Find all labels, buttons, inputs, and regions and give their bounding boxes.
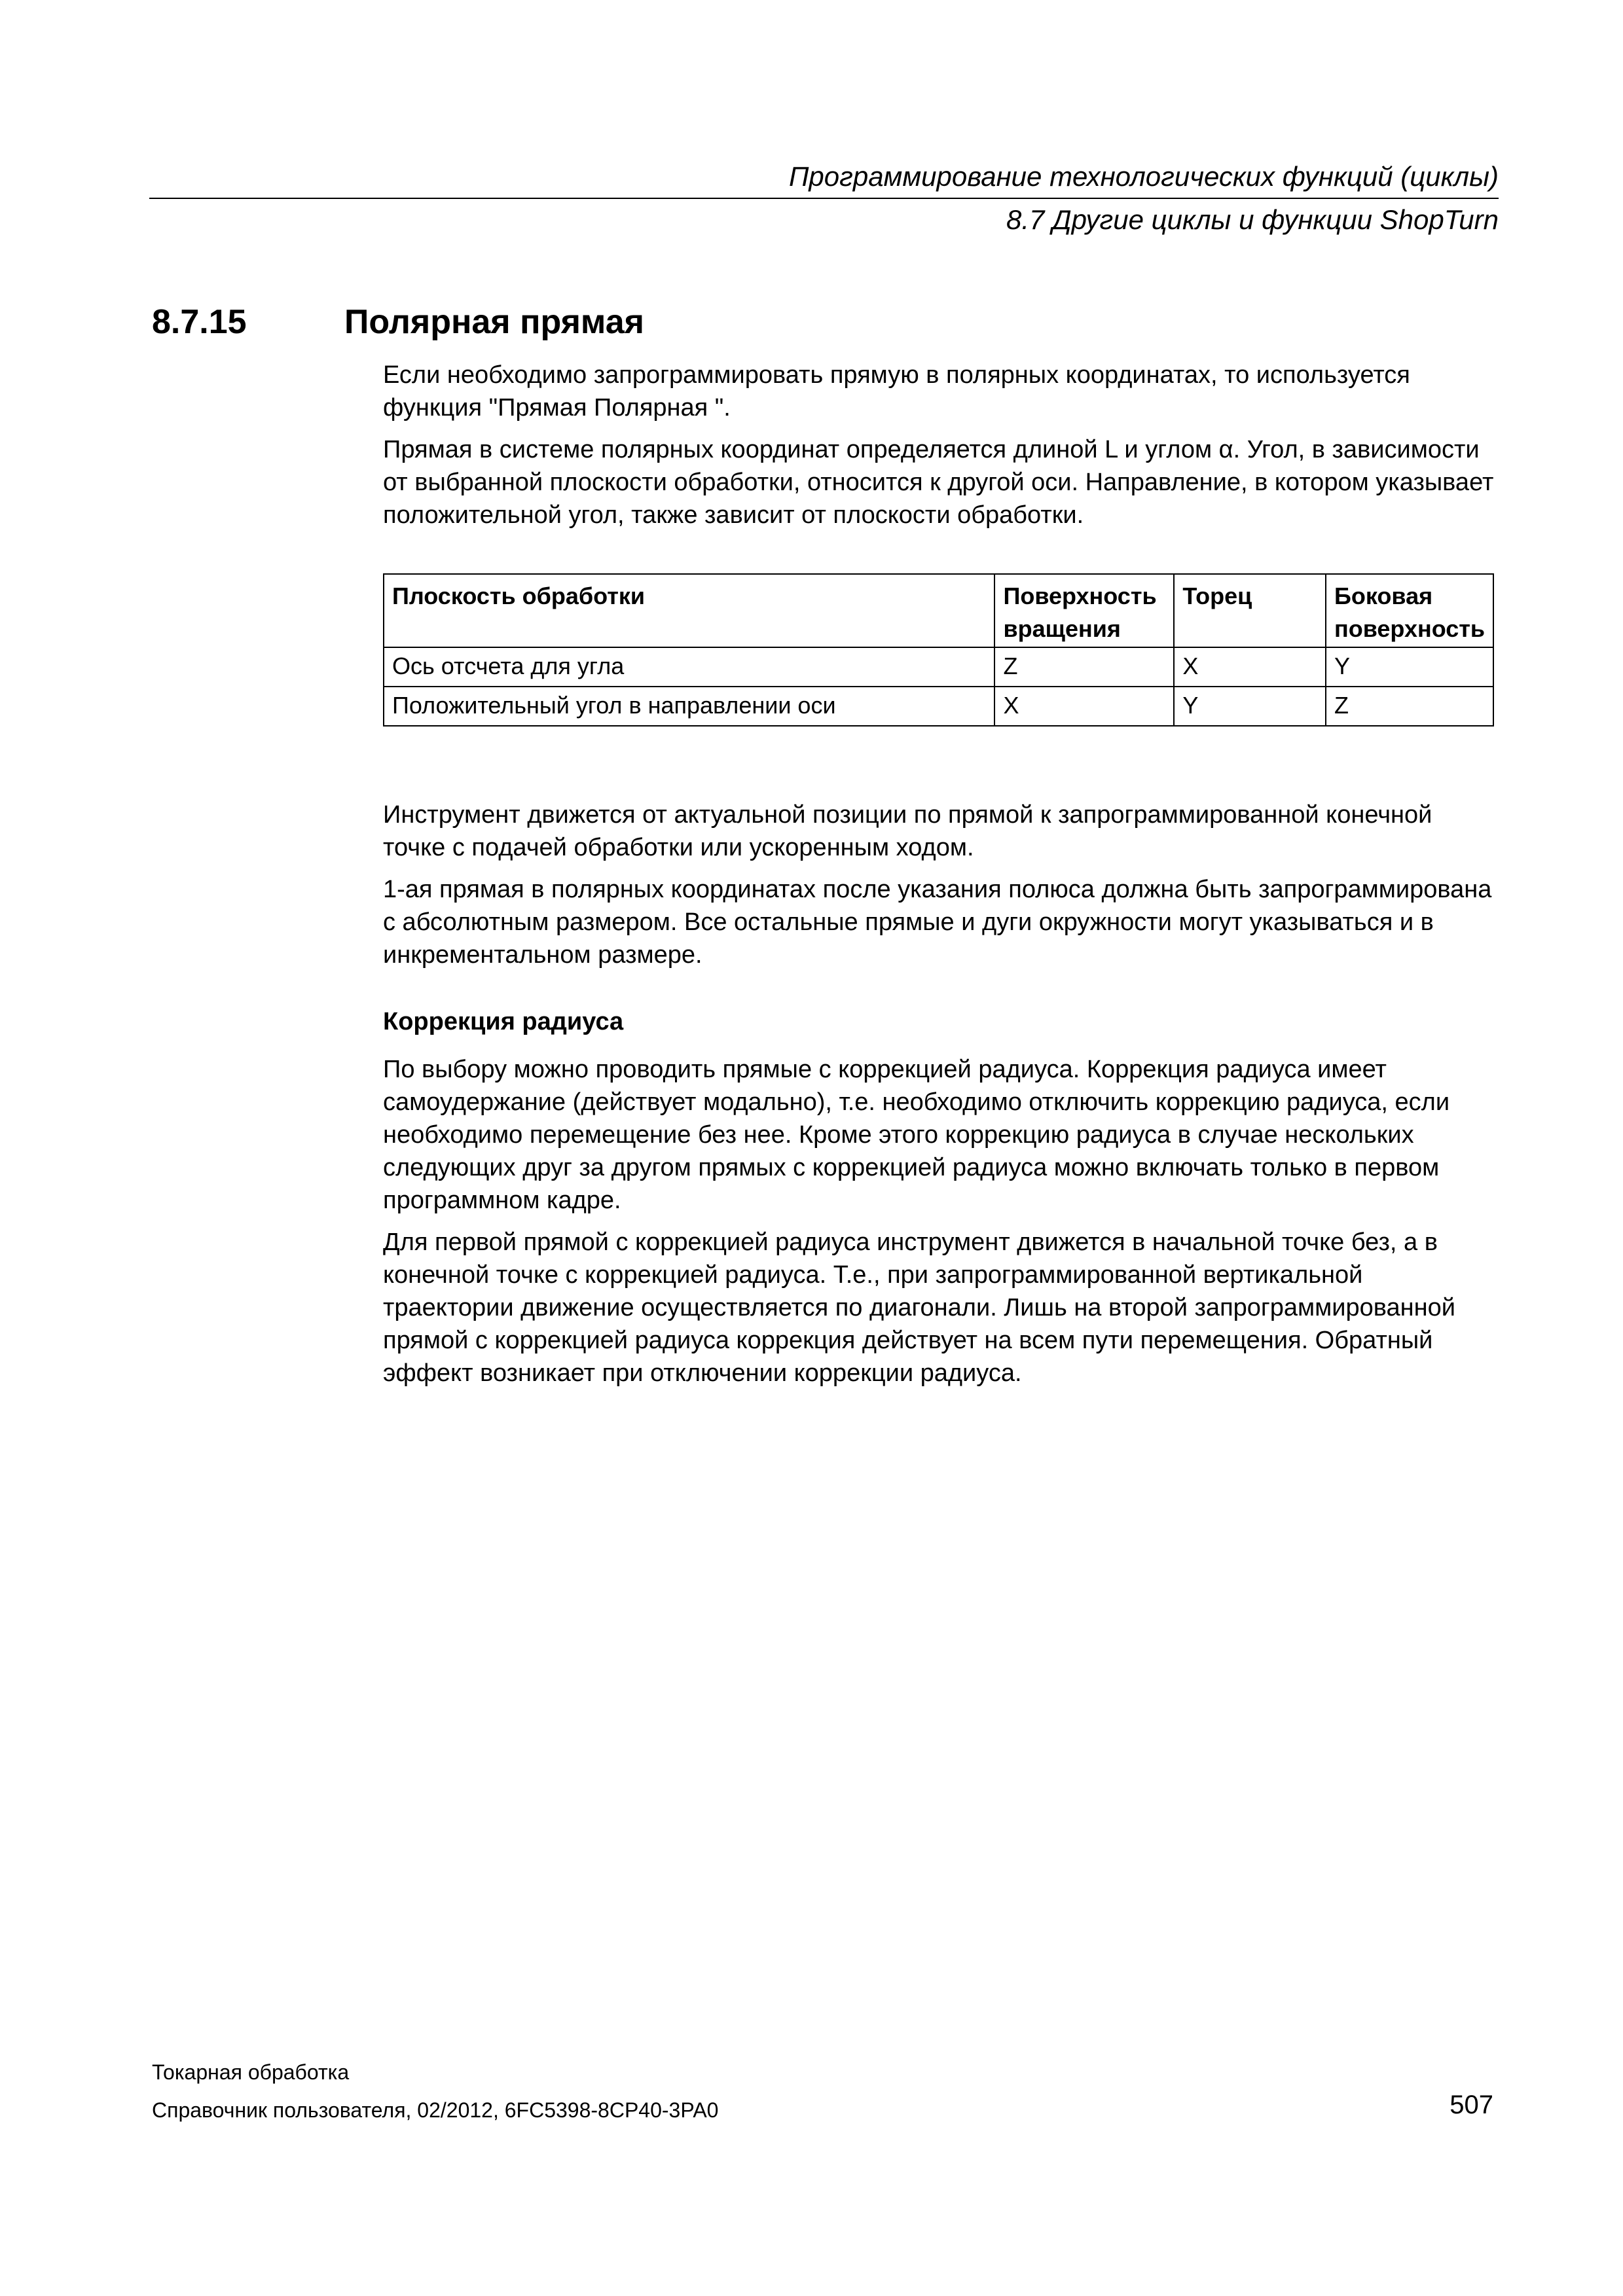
table-row [384, 647, 1493, 687]
table-header-cell: Плоскость обработки [384, 574, 994, 647]
section-title: Полярная прямая [344, 303, 644, 341]
header-divider [149, 198, 1499, 199]
footer-book-title: Токарная обработка [152, 2060, 350, 2084]
intro-paragraph: Если необходимо запрограммировать прямую в полярных координатах, то используется функция "Прямая Полярная ". [383, 361, 1410, 422]
footer-document-info: Справочник пользователя, 02/2012, 6FC5398-8CP40-3PA0 [152, 2098, 719, 2122]
table-cell: Ось отсчета для угла [384, 647, 994, 687]
page-number: 507 [1450, 2090, 1493, 2119]
header-chapter-title: Программирование технологических функций (циклы) [788, 161, 1499, 192]
section-number: 8.7.15 [152, 303, 247, 341]
table-cell: Z [1326, 687, 1493, 726]
main-content [383, 359, 1499, 1399]
machining-plane-table [383, 573, 1494, 726]
table-cell: Y [1174, 687, 1326, 726]
table-cell: X [1174, 647, 1326, 687]
radius-correction-paragraph: По выбору можно проводить прямые с коррекцией радиуса. Коррекция радиуса имеет самоудержание (действует модально), т.е. необходимо отключить коррекцию радиуса, если необходимо перемещение без нее. Кроме этого коррекцию радиуса в случае нескольких следующих друг за другом прямых с коррекцией радиуса можно включать только в первом программном кадре. [383, 1056, 1450, 1214]
movement-paragraph: Инструмент движется от актуальной позиции по прямой к запрограммированной конечной точке с подачей обработки или ускоренным ходом. [383, 801, 1432, 861]
table-cell: X [994, 687, 1174, 726]
table-header-cell: Торец [1174, 574, 1326, 647]
table-row [384, 687, 1493, 726]
radius-correction-heading: Коррекция радиуса [383, 1008, 624, 1035]
table-header-cell: Боковая поверхность [1326, 574, 1493, 647]
header-section-title: 8.7 Другие циклы и функции ShopTurn [1006, 204, 1499, 235]
movement-paragraph: 1-ая прямая в полярных координатах после указания полюса должна быть запрограммирована с абсолютным размером. Все остальные прямые и дуги окружности могут указываться и в инкрементальном размере. [383, 876, 1492, 969]
table-header-row [384, 574, 1493, 647]
table-cell: Y [1326, 647, 1493, 687]
table-header-cell: Поверхность вращения [994, 574, 1174, 647]
table-cell: Z [994, 647, 1174, 687]
intro-paragraph: Прямая в системе полярных координат определяется длиной L и углом α. Угол, в зависимости от выбранной плоскости обработки, относится к другой оси. Направление, в котором указывает положительной угол, также зависит от плоскости обработки. [383, 436, 1494, 529]
table-cell: Положительный угол в направлении оси [384, 687, 994, 726]
radius-correction-paragraph: Для первой прямой с коррекцией радиуса инструмент движется в начальной точке без, а в конечной точке с коррекцией радиуса. Т.е., при запрограммированной вертикальной траектории движение осуществляется по диагонали. Лишь на второй запрограммированной прямой с коррекцией радиуса коррекция действует на всем пути перемещения. Обратный эффект возникает при отключении коррекции радиуса. [383, 1229, 1456, 1387]
